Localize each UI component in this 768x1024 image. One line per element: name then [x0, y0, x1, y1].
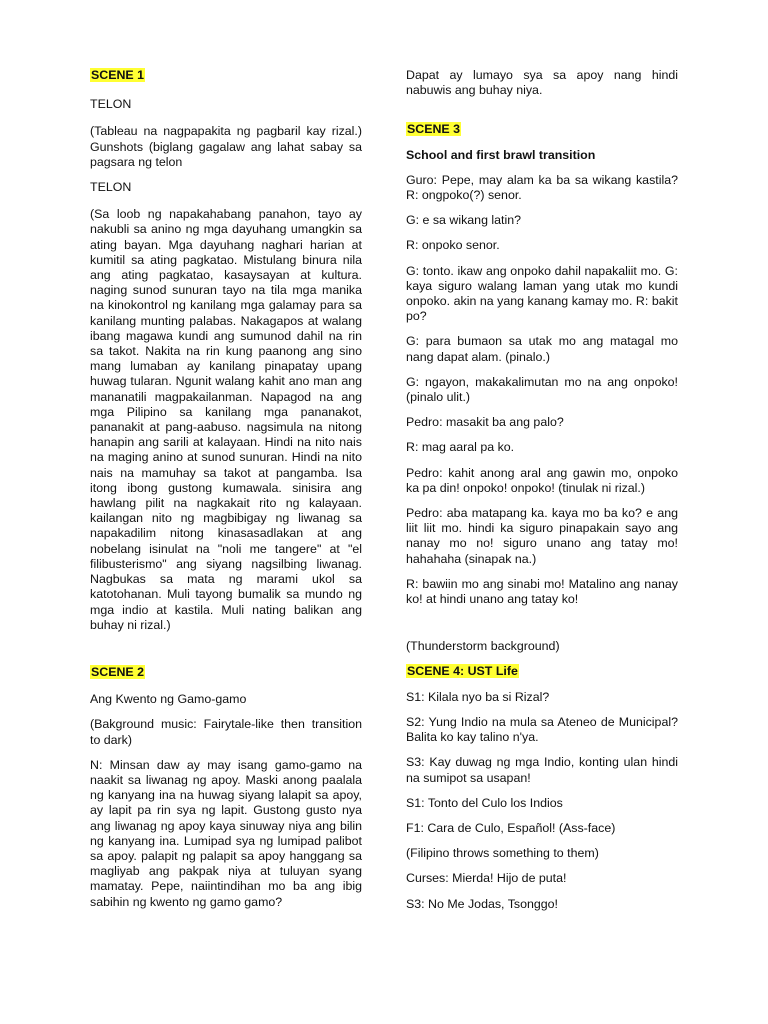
scene-4-heading: SCENE 4: UST Life — [407, 664, 518, 679]
dialogue-line: G: para bumaon sa utak mo ang matagal mo nang dapat alam. (pinalo.) — [406, 334, 678, 364]
dialogue-line: Pedro: aba matapang ka. kaya mo ba ko? e ang liit liit mo. hindi ka siguro pinapakain sayo ang nanay mo no! siguro unano ang tatay mo! hahahaha (sinapak na.) — [406, 506, 678, 566]
ust-line: Curses: Mierda! Hijo de puta! — [406, 871, 567, 886]
dialogue-line: G: ngayon, makakalimutan mo na ang onpoko! (pinalo ulit.) — [406, 374, 678, 405]
dialogue-line: G: e sa wikang latin? — [406, 213, 522, 228]
ust-line: S3: Kay duwag ng mga Indio, konting ulan hindi na sumipot sa usapan! — [406, 755, 678, 785]
dialogue-line: Pedro: kahit anong aral ang gawin mo, onpoko ka pa din! onpoko! onpoko! (tinulak ni rizal.) — [406, 465, 678, 495]
dialogue-line: Guro: Pepe, may alam ka ba sa wikang kastila? R: ongpoko(?) senor. — [406, 172, 678, 203]
tableau-paragraph: (Tableau na nagpapakita ng pagbaril kay rizal.) Gunshots (biglang gagalaw ang lahat sabay sa pagsara ng telon — [90, 124, 362, 169]
kwento-title: Ang Kwento ng Gamo-gamo — [90, 692, 247, 707]
narration-paragraph: (Sa loob ng napakahabang panahon, tayo ay nakubli sa anino ng mga dayuhang umangkin sa ating bayan. Mga dayuhang naghari harian at kumitil sa ating pagkatao. Mistulang binura nila ang ating pagkatao, kasaysayan at kultura. naging sunod sunuran tayo na tila mga manika na kinokontrol ng kanilang mga galamay para sa kanilang munting palabas. Nakagapos at walang ibang magawa kundi ang sumunod dahil na rin sa takot. Nakita na rin kung paanong ang sino mang lumaban ay kanilang pinapatay upang huwag tularan. Ngunit walang kahit ano man ang mananatili magpakailanman. Napagod na ang mga Pilipino sa kanilang mga pananakot, pananakit at pang-aabuso. nagsimula na nitong hanapin ang sarili at kalayaan. Hindi na nito nais na maging anino at sunod sunuran. Hindi na nito nais na mamuhay sa takot at pangamba. Isa itong ibong gustong kumawala. sinisira ang hawlang pilit na nagkakait rito ng kalayaan. kailangan nito ng magbibigay ng liwanag sa napakadilim nitong kinasasadlakan at ang nobelang isinulat na "noli me tangere" at "el filibusterismo" ang siyang nagsilbing liwanag. Nagbukas sa mata ng marami ukol sa katotohanan. Muli tayong bumalik sa mundo ng mga indio at kastila. Muli nating balikan ang buhay ni rizal.) — [90, 207, 362, 632]
dialogue-line: Pedro: masakit ba ang palo? — [406, 415, 564, 430]
scene-2-heading: SCENE 2 — [91, 664, 145, 679]
thunderstorm-note: (Thunderstorm background) — [406, 639, 560, 654]
ust-line: S1: Tonto del Culo los Indios — [406, 795, 563, 810]
music-note: (Bakground music: Fairytale-like then transition to dark) — [90, 717, 362, 747]
right-column — [406, 68, 678, 922]
school-title: School and first brawl transition — [406, 147, 596, 162]
dialogue-line: R: bawiin mo ang sinabi mo! Matalino ang nanay ko! at hindi unano ang tatay ko! — [406, 576, 678, 607]
ust-line: S3: No Me Jodas, Tsonggo! — [406, 896, 558, 911]
ust-line: S1: Kilala nyo ba si Rizal? — [406, 689, 550, 704]
scene-3-heading: SCENE 3 — [407, 122, 461, 137]
dialogue-line: R: mag aaral pa ko. — [406, 440, 515, 455]
telon-1: TELON — [90, 97, 132, 112]
ust-line: F1: Cara de Culo, Español! (Ass-face) — [406, 820, 616, 835]
telon-2: TELON — [90, 180, 132, 195]
gamo-gamo-story: N: Minsan daw ay may isang gamo-gamo na naakit sa liwanag ng apoy. Maski anong paalala ng kanyang ina na huwag siyang lalapit sa apoy, ay lapit pa rin sya ng lapit. Gustong gusto nya ang liwanag ng apoy kaya sinuway niya ang bilin ng kanyang ina. Lumipad sya ng lumipad palibot sa apoy. palapit ng palapit sa apoy hanggang sa magliyab ang pakpak niya at tuluyan syang mamatay. Pepe, naiintindihan mo ba ang ibig sabihin ng kwento ng gamo gamo? — [90, 757, 362, 909]
left-column — [90, 68, 362, 920]
dialogue-line: G: tonto. ikaw ang onpoko dahil napakaliit mo. G: kaya siguro walang laman yang utak mo kundi onpoko. akin na yang kanang kamay mo. R: bakit po? — [406, 263, 678, 324]
scene-1-heading: SCENE 1 — [91, 68, 145, 82]
ust-line: S2: Yung Indio na mula sa Ateneo de Municipal? Balita ko kay talino n'ya. — [406, 714, 678, 745]
continuation-paragraph: Dapat ay lumayo sya sa apoy nang hindi nabuwis ang buhay niya. — [406, 68, 678, 98]
ust-line: (Filipino throws something to them) — [406, 846, 599, 861]
dialogue-line: R: onpoko senor. — [406, 238, 500, 253]
